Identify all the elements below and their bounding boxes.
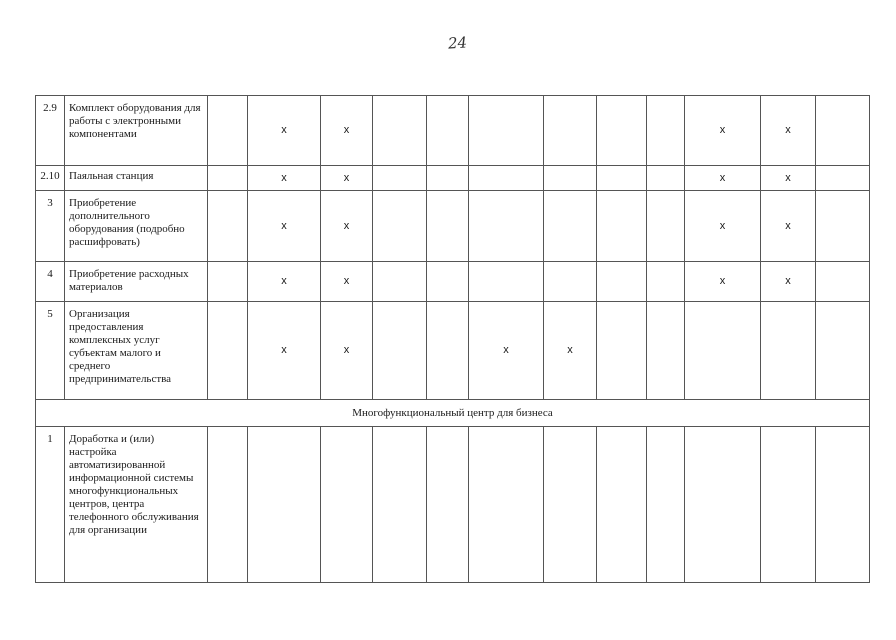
row-cell — [208, 96, 248, 166]
row-cell — [373, 166, 427, 191]
row-cell — [469, 262, 544, 302]
row-cell — [597, 191, 647, 262]
row-number: 5 — [36, 302, 65, 400]
page-number: 24 — [447, 33, 468, 53]
row-cell — [208, 427, 248, 583]
row-cell — [816, 166, 870, 191]
row-cell — [208, 166, 248, 191]
row-cell — [761, 302, 816, 400]
row-cell: x — [685, 96, 761, 166]
row-cell — [597, 302, 647, 400]
row-cell — [373, 191, 427, 262]
row-cell — [427, 96, 469, 166]
table-row — [36, 302, 870, 400]
row-cell: x — [685, 166, 761, 191]
row-cell — [816, 427, 870, 583]
row-number: 2.9 — [36, 96, 65, 166]
row-name: Приобретение расходных материалов — [65, 262, 208, 302]
row-cell: x — [761, 166, 816, 191]
row-cell — [427, 262, 469, 302]
row-cell — [427, 302, 469, 400]
row-cell — [544, 96, 597, 166]
row-cell — [208, 302, 248, 400]
row-cell — [761, 427, 816, 583]
row-cell — [544, 166, 597, 191]
row-cell: x — [321, 262, 373, 302]
section-row — [36, 400, 870, 427]
row-cell — [373, 302, 427, 400]
row-cell: x — [321, 96, 373, 166]
row-cell — [208, 191, 248, 262]
table-row — [36, 191, 870, 262]
row-cell — [685, 302, 761, 400]
row-cell — [469, 191, 544, 262]
row-cell — [427, 427, 469, 583]
row-cell — [597, 262, 647, 302]
row-cell — [816, 191, 870, 262]
row-cell: x — [248, 96, 321, 166]
row-cell: x — [685, 191, 761, 262]
row-cell: x — [321, 302, 373, 400]
row-cell — [544, 427, 597, 583]
row-number: 3 — [36, 191, 65, 262]
row-cell — [469, 166, 544, 191]
row-cell — [647, 302, 685, 400]
row-cell — [816, 262, 870, 302]
plan-table — [35, 95, 870, 583]
row-name: Комплект оборудования для работы с электронными компонентами — [65, 96, 208, 166]
row-cell: x — [321, 166, 373, 191]
row-cell — [647, 262, 685, 302]
row-cell — [647, 427, 685, 583]
row-cell: x — [469, 302, 544, 400]
row-cell: x — [685, 262, 761, 302]
row-name: Приобретение дополнительного оборудования (подробно расшифровать) — [65, 191, 208, 262]
row-cell — [597, 96, 647, 166]
row-cell: x — [761, 96, 816, 166]
row-cell — [248, 427, 321, 583]
row-cell — [544, 191, 597, 262]
row-cell — [597, 166, 647, 191]
table-row — [36, 96, 870, 166]
row-cell — [373, 96, 427, 166]
row-cell — [597, 427, 647, 583]
row-cell — [816, 96, 870, 166]
row-cell — [816, 302, 870, 400]
row-cell: x — [761, 191, 816, 262]
row-cell — [544, 262, 597, 302]
row-cell: x — [321, 191, 373, 262]
row-name: Паяльная станция — [65, 166, 208, 191]
row-name: Организация предоставления комплексных услуг субъектам малого и среднего предпринимательства — [65, 302, 208, 400]
row-cell: x — [544, 302, 597, 400]
section-title: Многофункциональный центр для бизнеса — [36, 400, 870, 427]
row-cell: x — [248, 191, 321, 262]
table-row — [36, 427, 870, 583]
row-cell: x — [248, 302, 321, 400]
row-cell — [373, 427, 427, 583]
row-number: 1 — [36, 427, 65, 583]
row-number: 2.10 — [36, 166, 65, 191]
row-cell — [373, 262, 427, 302]
row-cell — [647, 191, 685, 262]
row-cell: x — [761, 262, 816, 302]
row-cell — [647, 166, 685, 191]
row-number: 4 — [36, 262, 65, 302]
row-cell: x — [248, 166, 321, 191]
row-cell — [647, 96, 685, 166]
row-cell — [321, 427, 373, 583]
row-cell — [427, 191, 469, 262]
row-cell — [469, 96, 544, 166]
row-cell — [208, 262, 248, 302]
row-cell — [685, 427, 761, 583]
table-row — [36, 166, 870, 191]
row-cell — [469, 427, 544, 583]
row-cell — [427, 166, 469, 191]
row-name: Доработка и (или) настройка автоматизированной информационной системы многофункциональных центров, центра телефонного обслуживания для организации — [65, 427, 208, 583]
table-row — [36, 262, 870, 302]
row-cell: x — [248, 262, 321, 302]
